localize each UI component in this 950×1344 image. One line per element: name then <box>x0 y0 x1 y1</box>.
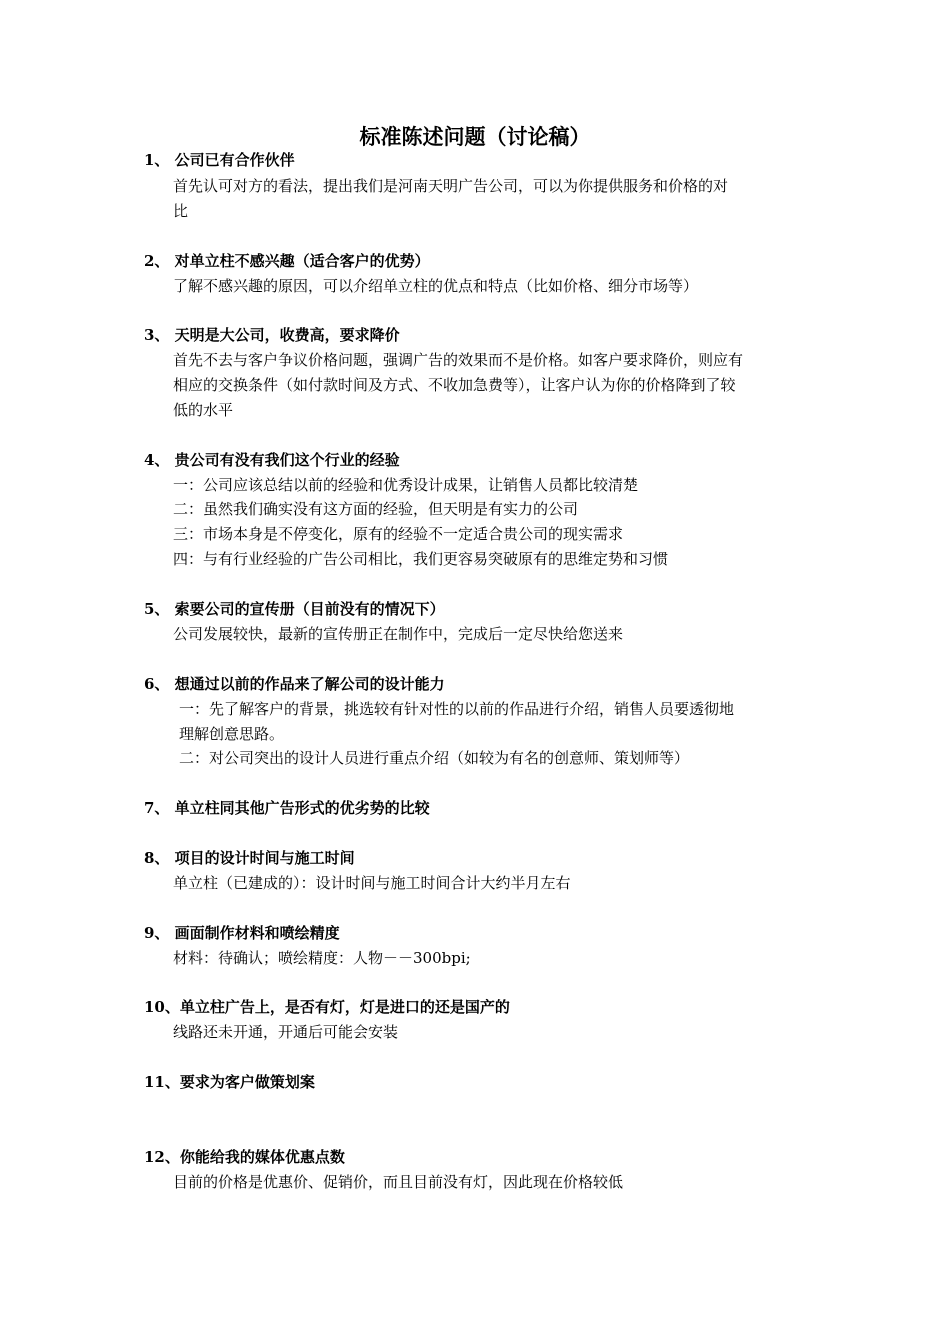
section-6-line-1: 一：先了解客户的背景，挑选较有针对性的以前的作品进行介绍，销售人员要透彻地 <box>179 700 735 718</box>
section-12-line-1: 目前的价格是优惠价、促销价，而且目前没有灯，因此现在价格较低 <box>173 1173 624 1191</box>
section-heading-12: 12、你能给我的媒体优惠点数 <box>144 1148 345 1166</box>
section-heading-9: 9、 画面制作材料和喷绘精度 <box>144 924 340 942</box>
section-10-line-1: 线路还未开通，开通后可能会安装 <box>173 1023 399 1041</box>
section-3-line-3: 低的水平 <box>173 401 234 419</box>
section-heading-7: 7、 单立柱同其他广告形式的优劣势的比较 <box>144 799 430 817</box>
section-4-line-1: 一：公司应该总结以前的经验和优秀设计成果，让销售人员都比较清楚 <box>173 476 639 494</box>
section-heading-2: 2、 对单立柱不感兴趣（适合客户的优势） <box>144 252 430 270</box>
section-heading-4: 4、 贵公司有没有我们这个行业的经验 <box>144 451 400 469</box>
section-8-line-1: 单立柱（已建成的）：设计时间与施工时间合计大约半月左右 <box>173 874 571 892</box>
section-3-line-2: 相应的交换条件（如付款时间及方式、不收加急费等），让客户认为你的价格降到了较 <box>173 376 736 394</box>
section-3-line-1: 首先不去与客户争议价格问题，强调广告的效果而不是价格。如客户要求降价，则应有 <box>173 351 744 369</box>
section-heading-8: 8、 项目的设计时间与施工时间 <box>144 849 355 867</box>
section-heading-5: 5、 索要公司的宣传册（目前没有的情况下） <box>144 600 445 618</box>
document-title: 标准陈述问题（讨论稿） <box>359 124 591 149</box>
section-1-line-2: 比 <box>173 202 189 220</box>
section-heading-1: 1、 公司已有合作伙伴 <box>144 151 295 169</box>
section-1-line-1: 首先认可对方的看法，提出我们是河南天明广告公司，可以为你提供服务和价格的对 <box>173 177 729 195</box>
section-2-line-1: 了解不感兴趣的原因，可以介绍单立柱的优点和特点（比如价格、细分市场等） <box>173 277 699 295</box>
section-heading-6: 6、 想通过以前的作品来了解公司的设计能力 <box>144 675 445 693</box>
section-4-line-2: 二：虽然我们确实没有这方面的经验，但天明是有实力的公司 <box>173 500 579 518</box>
section-heading-10: 10、单立柱广告上，是否有灯，灯是进口的还是国产的 <box>144 998 510 1016</box>
section-9-line-1: 材料：待确认；喷绘精度：人物－－300bpi; <box>173 949 471 967</box>
section-5-line-1: 公司发展较快，最新的宣传册正在制作中，完成后一定尽快给您送来 <box>173 625 624 643</box>
section-heading-11: 11、要求为客户做策划案 <box>144 1073 315 1091</box>
section-6-line-3: 二：对公司突出的设计人员进行重点介绍（如较为有名的创意师、策划师等） <box>179 749 690 767</box>
section-4-line-3: 三：市场本身是不停变化，原有的经验不一定适合贵公司的现实需求 <box>173 525 624 543</box>
section-heading-3: 3、 天明是大公司，收费高，要求降价 <box>144 326 400 344</box>
section-6-line-2: 理解创意思路。 <box>179 725 285 743</box>
section-4-line-4: 四：与有行业经验的广告公司相比，我们更容易突破原有的思维定势和习惯 <box>173 550 669 568</box>
